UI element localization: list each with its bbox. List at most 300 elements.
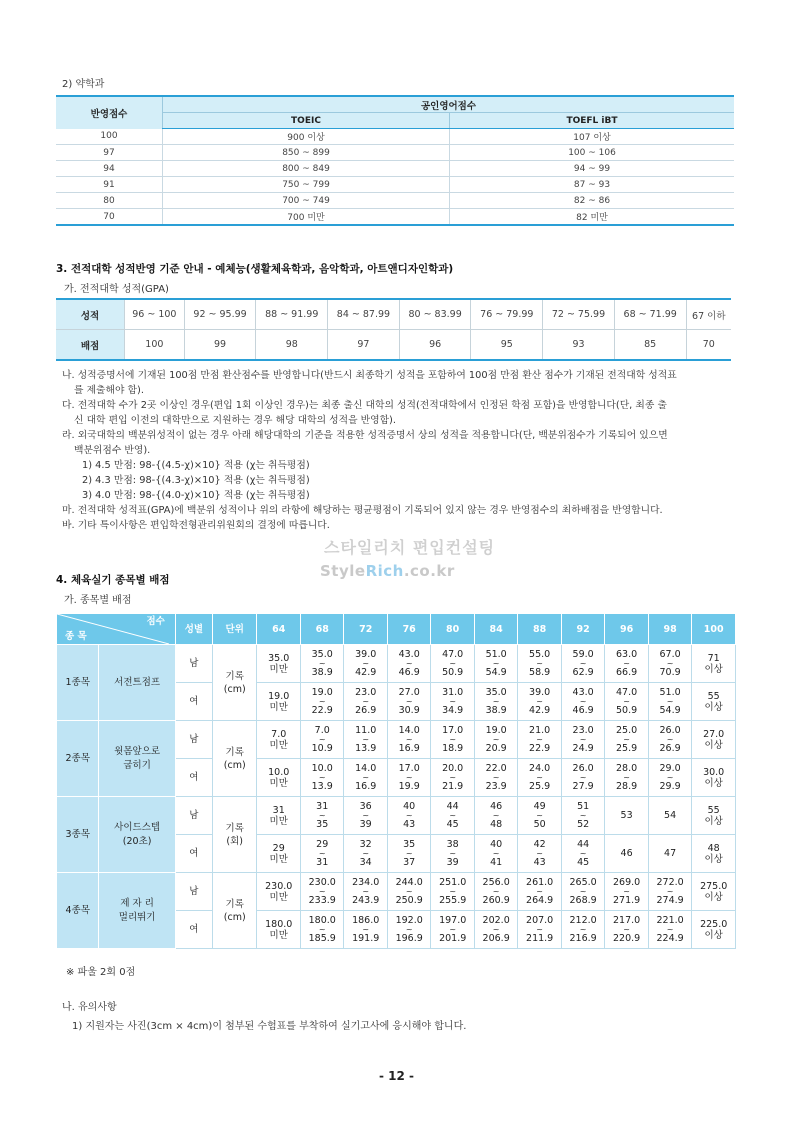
- range-from: 28.0: [616, 763, 638, 774]
- range-to: 274.9: [656, 895, 684, 906]
- score-last: 27.0 이상: [692, 721, 736, 759]
- range-from: 230.0: [308, 877, 336, 888]
- range-tilde: ~: [318, 773, 326, 782]
- range-from: 10.0: [311, 763, 333, 774]
- range-from: 43.0: [572, 687, 594, 698]
- range-tilde: ~: [449, 773, 457, 782]
- range-tilde: ~: [579, 925, 587, 934]
- grade-range: 92 ~ 95.99: [184, 299, 256, 330]
- score-range: [474, 683, 517, 721]
- grade-range: 80 ~ 83.99: [399, 299, 471, 330]
- range-from: 67.0: [659, 649, 681, 660]
- score-range: [648, 683, 691, 721]
- range-tilde: ~: [405, 697, 413, 706]
- range-from: 44: [446, 801, 459, 812]
- score-range: [605, 911, 648, 949]
- range-tilde: ~: [492, 735, 500, 744]
- unit-cell: 기록 (cm): [212, 873, 257, 949]
- score-range: [344, 721, 387, 759]
- range-from: 51: [577, 801, 590, 812]
- event-row: [57, 645, 736, 683]
- range-to: 255.9: [439, 895, 467, 906]
- table-cell: 91: [56, 177, 163, 193]
- range-to: 191.9: [352, 933, 380, 944]
- range-to: 25.9: [616, 743, 638, 754]
- range-from: 19.0: [485, 725, 507, 736]
- range-to: 46.9: [572, 705, 594, 716]
- range-from: 29.0: [659, 763, 681, 774]
- range-to: 13.9: [311, 781, 333, 792]
- range-from: 23.0: [355, 687, 377, 698]
- score-last: 275.0 이상: [692, 873, 736, 911]
- score-range: [518, 721, 561, 759]
- range-from: 7.0: [314, 725, 330, 736]
- watermark-url: [320, 562, 455, 580]
- range-to: 54.9: [485, 667, 507, 678]
- score-range: [474, 645, 517, 683]
- table-cell: 82 미만: [450, 209, 735, 226]
- range-from: 27.0: [398, 687, 420, 698]
- range-tilde: ~: [405, 925, 413, 934]
- range-from: 42: [533, 839, 546, 850]
- range-tilde: ~: [405, 659, 413, 668]
- header-score-col: 80: [431, 614, 474, 645]
- range-to: 20.9: [485, 743, 507, 754]
- note-line: 신 대학 편입 이전의 대학만으로 지원하는 경우 해당 대학의 성적을 반영함).: [74, 415, 396, 426]
- score-range: [561, 645, 604, 683]
- range-from: 49: [533, 801, 546, 812]
- range-to: 42.9: [355, 667, 377, 678]
- range-to: 38.9: [311, 667, 333, 678]
- range-from: 221.0: [656, 915, 684, 926]
- range-tilde: ~: [579, 887, 587, 896]
- score-range: [605, 873, 648, 911]
- range-tilde: ~: [362, 849, 370, 858]
- grade-label: 성적: [56, 299, 125, 330]
- table-row: [56, 209, 734, 226]
- range-to: 54.9: [659, 705, 681, 716]
- range-to: 13.9: [355, 743, 377, 754]
- range-to: 16.9: [398, 743, 420, 754]
- section4-title: 4. 체육실기 종목별 배점: [56, 574, 170, 586]
- range-to: 39: [446, 857, 459, 868]
- range-from: 38: [446, 839, 459, 850]
- note-line: 마. 전적대학 성적표(GPA)에 백분위 성적이나 위의 라항에 해당하는 평균평점이 기록되어 있지 않는 경우 반영점수의 최하배점을 반영합니다.: [62, 505, 663, 516]
- range-from: 44: [577, 839, 590, 850]
- gender-cell: 남: [175, 797, 212, 835]
- range-from: 261.0: [526, 877, 554, 888]
- range-tilde: ~: [405, 735, 413, 744]
- table-cell: 700 미만: [163, 209, 450, 226]
- points-label: 배점: [56, 330, 125, 361]
- range-from: 251.0: [439, 877, 467, 888]
- note-line: 를 제출해야 함).: [74, 385, 144, 396]
- range-from: 14.0: [398, 725, 420, 736]
- grade-range: 88 ~ 91.99: [256, 299, 328, 330]
- range-to: 19.9: [398, 781, 420, 792]
- range-to: 45: [577, 857, 590, 868]
- event-number: 2종목: [57, 721, 99, 797]
- event-name: 사이드스텝 (20초): [99, 797, 175, 873]
- range-tilde: ~: [623, 773, 630, 782]
- range-to: 46.9: [398, 667, 420, 678]
- range-tilde: ~: [536, 773, 543, 782]
- score-range: [300, 645, 343, 683]
- range-from: 186.0: [352, 915, 380, 926]
- score-range: [648, 759, 691, 797]
- score-first: 10.0 미만: [257, 759, 300, 797]
- range-to: 30.9: [398, 705, 420, 716]
- range-to: 38.9: [485, 705, 507, 716]
- range-to: 41: [490, 857, 503, 868]
- score-range: 46: [605, 835, 648, 873]
- range-from: 207.0: [526, 915, 554, 926]
- score-range: [561, 759, 604, 797]
- range-to: 16.9: [355, 781, 377, 792]
- gender-cell: 여: [175, 683, 212, 721]
- range-tilde: ~: [362, 773, 370, 782]
- range-from: 39.0: [355, 649, 377, 660]
- range-tilde: ~: [449, 659, 457, 668]
- header-score-col: 88: [518, 614, 561, 645]
- range-tilde: ~: [318, 925, 326, 934]
- grade-points: 98: [256, 330, 328, 361]
- table-row: [56, 129, 734, 145]
- note-line: 라. 외국대학의 백분위성적이 없는 경우 아래 해당대학의 기준을 적용한 성적증명서 상의 성적을 적용합니다(단, 백분위점수가 기록되어 있으면: [62, 430, 668, 441]
- range-to: 50.9: [616, 705, 638, 716]
- range-from: 40: [403, 801, 416, 812]
- range-to: 233.9: [308, 895, 336, 906]
- header-score-col: 98: [648, 614, 691, 645]
- range-from: 55.0: [529, 649, 551, 660]
- range-tilde: ~: [362, 887, 370, 896]
- score-range: [518, 911, 561, 949]
- score-range: [561, 911, 604, 949]
- range-to: 211.9: [526, 933, 554, 944]
- table-row: [56, 145, 734, 161]
- range-to: 216.9: [569, 933, 597, 944]
- range-from: 31: [316, 801, 329, 812]
- section3-sub-a: 가. 전적대학 성적(GPA): [64, 284, 169, 295]
- range-tilde: ~: [536, 849, 543, 858]
- range-to: 62.9: [572, 667, 594, 678]
- table-cell: 800 ~ 849: [163, 161, 450, 177]
- score-range: [387, 911, 430, 949]
- section3-notes: [62, 368, 677, 533]
- range-to: 25.9: [529, 781, 551, 792]
- range-to: 220.9: [613, 933, 641, 944]
- range-from: 26.0: [659, 725, 681, 736]
- range-from: 43.0: [398, 649, 420, 660]
- range-to: 24.9: [572, 743, 594, 754]
- range-from: 47.0: [442, 649, 464, 660]
- gender-cell: 남: [175, 721, 212, 759]
- unit-cell: 기록 (cm): [212, 721, 257, 797]
- range-to: 48: [490, 819, 503, 830]
- range-to: 43: [533, 857, 546, 868]
- table-cell: 850 ~ 899: [163, 145, 450, 161]
- range-tilde: ~: [318, 849, 326, 858]
- note-line: 백분위점수 반영).: [74, 445, 151, 456]
- range-tilde: ~: [405, 849, 413, 858]
- score-range: [344, 873, 387, 911]
- range-tilde: ~: [449, 925, 457, 934]
- gender-cell: 여: [175, 759, 212, 797]
- score-first: 7.0 미만: [257, 721, 300, 759]
- score-range: [344, 683, 387, 721]
- range-to: 22.9: [311, 705, 333, 716]
- score-range: [474, 911, 517, 949]
- range-from: 265.0: [569, 877, 597, 888]
- note-line: 1) 4.5 만점: 98-{(4.5-χ)×10} 적용 (χ는 취득평점): [82, 460, 310, 471]
- header-score-col: 100: [692, 614, 736, 645]
- range-from: 51.0: [485, 649, 507, 660]
- score-range: [387, 759, 430, 797]
- grade-points: 95: [471, 330, 543, 361]
- score-last: 55 이상: [692, 683, 736, 721]
- score-first: 35.0 미만: [257, 645, 300, 683]
- range-to: 23.9: [485, 781, 507, 792]
- range-to: 34: [359, 857, 372, 868]
- range-tilde: ~: [405, 887, 413, 896]
- range-from: 17.0: [442, 725, 464, 736]
- range-tilde: ~: [579, 659, 587, 668]
- range-from: 36: [359, 801, 372, 812]
- score-range: [518, 835, 561, 873]
- range-tilde: ~: [318, 697, 326, 706]
- subheading-pharmacy: 2) 약학과: [62, 79, 105, 90]
- score-range: [300, 797, 343, 835]
- score-range: [431, 645, 474, 683]
- score-range: [387, 835, 430, 873]
- range-tilde: ~: [579, 811, 587, 820]
- range-to: 58.9: [529, 667, 551, 678]
- score-range: [518, 797, 561, 835]
- event-row: [57, 721, 736, 759]
- range-tilde: ~: [623, 887, 630, 896]
- score-range: [648, 911, 691, 949]
- event-number: 1종목: [57, 645, 99, 721]
- range-from: 39.0: [529, 687, 551, 698]
- score-range: [344, 911, 387, 949]
- score-range: [300, 911, 343, 949]
- range-from: 63.0: [616, 649, 638, 660]
- table-cell: 700 ~ 749: [163, 193, 450, 209]
- range-to: 34.9: [442, 705, 464, 716]
- range-tilde: ~: [666, 925, 674, 934]
- range-tilde: ~: [536, 659, 543, 668]
- score-range: [605, 645, 648, 683]
- watermark-url-a: Style: [320, 562, 366, 580]
- range-to: 260.9: [482, 895, 510, 906]
- range-to: 28.9: [616, 781, 638, 792]
- range-to: 264.9: [526, 895, 554, 906]
- range-tilde: ~: [318, 811, 326, 820]
- event-number: 3종목: [57, 797, 99, 873]
- score-range: [518, 645, 561, 683]
- range-to: 26.9: [355, 705, 377, 716]
- range-to: 27.9: [572, 781, 594, 792]
- note-line: 바. 기타 특이사항은 편입학전형관리위원회의 결정에 따릅니다.: [62, 520, 330, 531]
- note-line: 3) 4.0 만점: 98-{(4.0-χ)×10} 적용 (χ는 취득평점): [82, 490, 310, 501]
- range-tilde: ~: [666, 735, 674, 744]
- english-score-table: [56, 95, 734, 226]
- event-row: [57, 873, 736, 911]
- score-range: [387, 797, 430, 835]
- note-line: 나. 성적증명서에 기재된 100점 만점 환산점수를 반영합니다(반드시 최종학기 성적을 포함하여 100점 만점 환산 점수가 기재된 전적대학 성적표: [62, 370, 677, 381]
- range-from: 202.0: [482, 915, 510, 926]
- range-tilde: ~: [536, 697, 543, 706]
- event-name: 서전트점프: [99, 645, 175, 721]
- table-cell: 70: [56, 209, 163, 226]
- range-to: 18.9: [442, 743, 464, 754]
- score-range: [648, 873, 691, 911]
- score-range: [387, 645, 430, 683]
- header-score-col: 72: [344, 614, 387, 645]
- score-first: 180.0 미만: [257, 911, 300, 949]
- score-range: [605, 683, 648, 721]
- score-range: [387, 683, 430, 721]
- note-line: 다. 전적대학 수가 2곳 이상인 경우(편입 1회 이상인 경우)는 최종 출신 대학의 성적(전적대학에서 인정된 학점 포함)을 반영합니다(단, 최종 출: [62, 400, 667, 411]
- range-to: 43: [403, 819, 416, 830]
- header-score-col: 96: [605, 614, 648, 645]
- range-to: 52: [577, 819, 590, 830]
- score-range: [474, 873, 517, 911]
- range-from: 20.0: [442, 763, 464, 774]
- grade-points: 99: [184, 330, 256, 361]
- range-tilde: ~: [666, 659, 674, 668]
- section4-sub-a: 가. 종목별 배점: [64, 595, 132, 606]
- range-from: 40: [490, 839, 503, 850]
- range-tilde: ~: [623, 659, 630, 668]
- range-tilde: ~: [318, 659, 326, 668]
- range-to: 206.9: [482, 933, 510, 944]
- range-tilde: ~: [492, 849, 500, 858]
- range-to: 29.9: [659, 781, 681, 792]
- range-tilde: ~: [536, 735, 543, 744]
- range-to: 45: [446, 819, 459, 830]
- event-name: 제 자 리 멀리뛰기: [99, 873, 175, 949]
- score-range: [344, 797, 387, 835]
- score-last: 55 이상: [692, 797, 736, 835]
- table-cell: 100: [56, 129, 163, 145]
- event-number: 4종목: [57, 873, 99, 949]
- range-from: 32: [359, 839, 372, 850]
- range-tilde: ~: [536, 925, 543, 934]
- range-tilde: ~: [449, 735, 457, 744]
- range-to: 250.9: [395, 895, 423, 906]
- score-range: [474, 835, 517, 873]
- score-range: [561, 683, 604, 721]
- range-tilde: ~: [492, 811, 500, 820]
- range-tilde: ~: [492, 925, 500, 934]
- range-tilde: ~: [623, 925, 630, 934]
- score-range: [648, 721, 691, 759]
- english-score-body: [56, 129, 734, 226]
- score-range: [300, 759, 343, 797]
- watermark-text: 스타일리치 편입컨설팅: [324, 538, 496, 557]
- range-to: 66.9: [616, 667, 638, 678]
- score-first: 19.0 미만: [257, 683, 300, 721]
- range-tilde: ~: [666, 773, 674, 782]
- range-from: 256.0: [482, 877, 510, 888]
- range-to: 10.9: [311, 743, 333, 754]
- range-tilde: ~: [362, 811, 370, 820]
- range-from: 23.0: [572, 725, 594, 736]
- gender-cell: 남: [175, 645, 212, 683]
- score-range: [474, 797, 517, 835]
- range-from: 14.0: [355, 763, 377, 774]
- gender-cell: 여: [175, 835, 212, 873]
- range-from: 26.0: [572, 763, 594, 774]
- range-from: 11.0: [355, 725, 377, 736]
- range-from: 35.0: [485, 687, 507, 698]
- range-to: 185.9: [308, 933, 336, 944]
- range-from: 234.0: [352, 877, 380, 888]
- header-score-col: 76: [387, 614, 430, 645]
- score-range: [605, 721, 648, 759]
- table-row: [56, 177, 734, 193]
- range-tilde: ~: [405, 811, 413, 820]
- range-tilde: ~: [492, 697, 500, 706]
- range-to: 39: [359, 819, 372, 830]
- range-tilde: ~: [449, 849, 457, 858]
- score-range: [387, 873, 430, 911]
- score-range: [300, 683, 343, 721]
- range-to: 21.9: [442, 781, 464, 792]
- score-range: [431, 797, 474, 835]
- table-cell: 82 ~ 86: [450, 193, 735, 209]
- event-row: [57, 797, 736, 835]
- range-to: 42.9: [529, 705, 551, 716]
- grade-range: 68 ~ 71.99: [614, 299, 686, 330]
- watermark-url-c: .co.kr: [403, 562, 455, 580]
- grade-range: 84 ~ 87.99: [328, 299, 400, 330]
- header-toefl: TOEFL iBT: [450, 113, 735, 129]
- score-range: [431, 835, 474, 873]
- note-line: 2) 4.3 만점: 98-{(4.3-χ)×10} 적용 (χ는 취득평점): [82, 475, 310, 486]
- score-range: [648, 645, 691, 683]
- range-from: 59.0: [572, 649, 594, 660]
- range-from: 22.0: [485, 763, 507, 774]
- range-tilde: ~: [579, 735, 587, 744]
- table-cell: 97: [56, 145, 163, 161]
- score-range: [605, 759, 648, 797]
- header-event-score: [57, 614, 176, 645]
- score-first: 230.0 미만: [257, 873, 300, 911]
- range-tilde: ~: [579, 697, 587, 706]
- range-to: 271.9: [613, 895, 641, 906]
- score-range: [431, 873, 474, 911]
- grade-points: 96: [399, 330, 471, 361]
- grade-points: 97: [328, 330, 400, 361]
- section3-title: 3. 전적대학 성적반영 기준 안내 - 예체능(생활체육학과, 음악학과, 아트앤디자인학과): [56, 263, 454, 275]
- table-cell: 107 이상: [450, 129, 735, 145]
- header-score: 반영점수: [56, 96, 163, 129]
- range-tilde: ~: [362, 659, 370, 668]
- range-from: 25.0: [616, 725, 638, 736]
- foul-note: ※ 파울 2회 0점: [66, 967, 136, 978]
- range-to: 50.9: [442, 667, 464, 678]
- score-range: [344, 759, 387, 797]
- score-range: [518, 683, 561, 721]
- score-range: [300, 721, 343, 759]
- gender-cell: 남: [175, 873, 212, 911]
- range-tilde: ~: [362, 925, 370, 934]
- header-unit: 단위: [212, 614, 257, 645]
- table-cell: 750 ~ 799: [163, 177, 450, 193]
- range-tilde: ~: [449, 811, 457, 820]
